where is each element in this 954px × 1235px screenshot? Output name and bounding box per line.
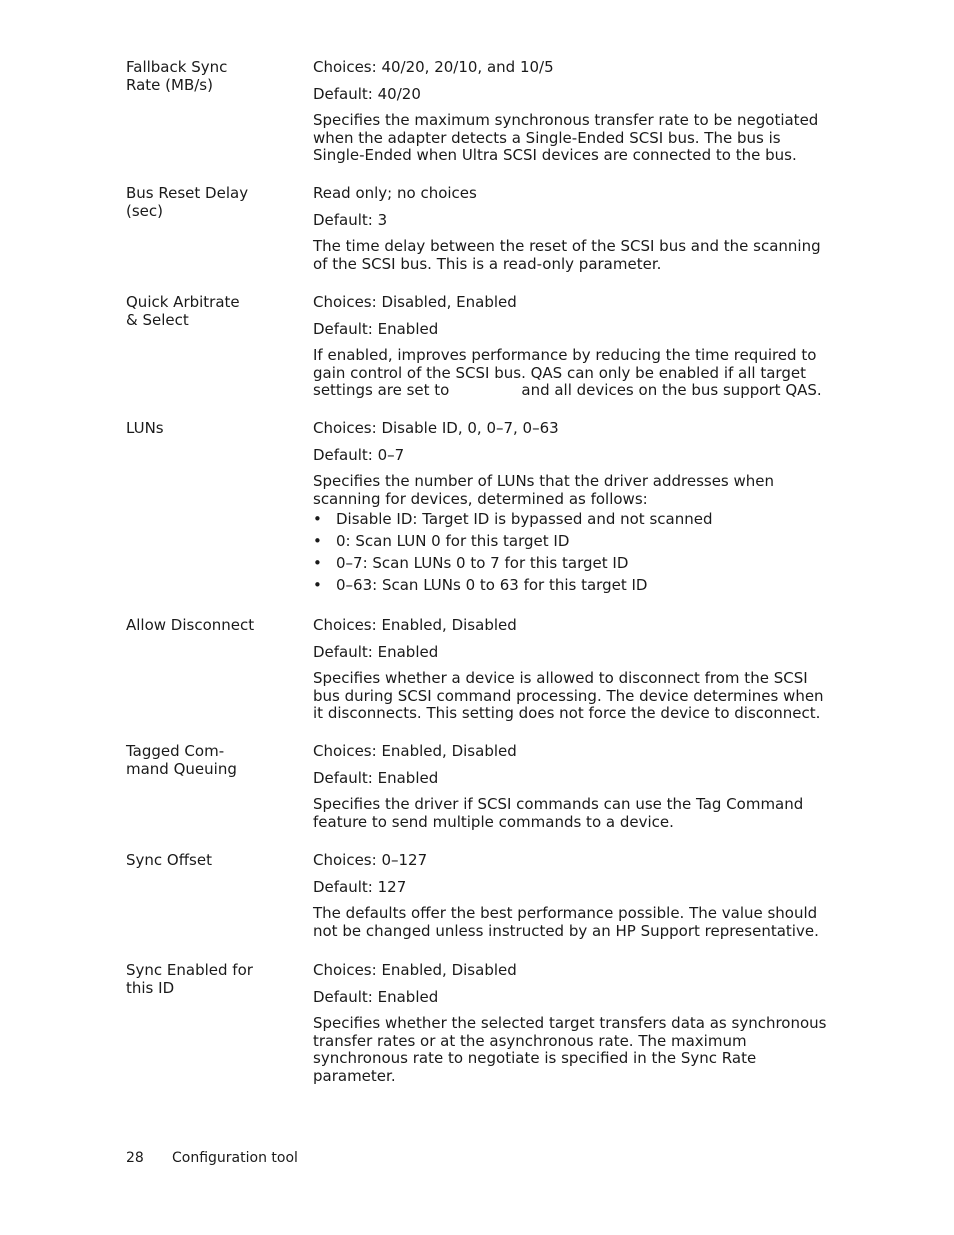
entry-default: Default: Enabled xyxy=(313,642,439,661)
entry-description-text: Specifies whether a device is allowed to disconnect from the SCSI bus during SCSI command processing. The device determines when it disconnects. This setting does not force the device to disconnect. xyxy=(313,669,824,722)
entry-description xyxy=(313,852,836,940)
entry-description xyxy=(313,59,836,165)
entry-choices: Choices: Disable ID, 0, 0–7, 0–63 xyxy=(313,419,559,437)
entry-description xyxy=(313,294,836,400)
entry-description xyxy=(313,743,836,831)
entry-choices: Choices: Enabled, Disabled xyxy=(313,961,517,979)
entry-term: Tagged Com- mand Queuing xyxy=(126,742,237,778)
entry-choices: Choices: Enabled, Disabled xyxy=(313,616,517,634)
entry-default: Default: Enabled xyxy=(313,768,439,787)
bullet-icon: • xyxy=(313,532,322,550)
entry-choices: Choices: 40/20, 20/10, and 10/5 xyxy=(313,58,554,76)
entry-default: Default: 40/20 xyxy=(313,84,421,103)
entry-description xyxy=(313,617,836,723)
entry-description xyxy=(313,962,836,1085)
list-item: • 0–7: Scan LUNs 0 to 7 for this target ID xyxy=(313,554,629,572)
bullet-icon: • xyxy=(313,576,322,594)
entry-default: Default: 3 xyxy=(313,210,388,229)
section-title: Configuration tool xyxy=(172,1150,298,1166)
entry-description-text: The defaults offer the best performance possible. The value should not be changed unless instructed by an HP Support representative. xyxy=(313,904,819,940)
bullet-icon: • xyxy=(313,554,322,572)
description-before-gap: If enabled, improves performance by reducing the time required to gain control of the SCSI bus. QAS can only be enabled if all target settings are set to xyxy=(313,346,817,399)
entry-description-text: The time delay between the reset of the SCSI bus and the scanning of the SCSI bus. This is a read-only parameter. xyxy=(313,237,821,273)
entry-default: Default: Enabled xyxy=(313,987,439,1006)
list-item: • 0: Scan LUN 0 for this target ID xyxy=(313,532,570,550)
page-number: 28 xyxy=(126,1150,144,1166)
entry-description-text: Specifies whether the selected target transfers data as synchronous transfer rates or at the asynchronous rate. The maximum synchronous rate to negotiate is specified in the Sync Rate parameter. xyxy=(313,1014,827,1085)
bullet-icon: • xyxy=(313,510,322,528)
entry-choices: Read only; no choices xyxy=(313,184,477,202)
entry-choices: Choices: Enabled, Disabled xyxy=(313,742,517,760)
entry-choices: Choices: Disabled, Enabled xyxy=(313,293,517,311)
bullet-list xyxy=(313,511,836,595)
entry-description-text: Specifies the maximum synchronous transfer rate to be negotiated when the adapter detects a Single-Ended SCSI bus. The bus is Single-Ended when Ultra SCSI devices are connected to the bus. xyxy=(313,111,819,164)
list-item: • 0–63: Scan LUNs 0 to 63 for this target ID xyxy=(313,576,648,594)
entry-description xyxy=(313,185,836,273)
entry-choices: Choices: 0–127 xyxy=(313,851,428,869)
entry-term: Sync Offset xyxy=(126,851,212,869)
entry-description-text xyxy=(313,347,836,400)
list-item: • Disable ID: Target ID is bypassed and not scanned xyxy=(313,510,713,528)
entry-default: Default: 0–7 xyxy=(313,445,405,464)
entry-default: Default: Enabled xyxy=(313,319,439,338)
page-footer xyxy=(126,1150,298,1168)
entry-description-text: Specifies the number of LUNs that the driver addresses when scanning for devices, determined as follows: xyxy=(313,472,775,508)
description-after-gap: and all devices on the bus support QAS. xyxy=(521,381,822,399)
entry-description-text: Specifies the driver if SCSI commands can use the Tag Command feature to send multiple commands to a device. xyxy=(313,795,804,831)
entry-default: Default: 127 xyxy=(313,877,407,896)
entry-term: Sync Enabled for this ID xyxy=(126,961,253,997)
entry-term: Fallback Sync Rate (MB/s) xyxy=(126,58,228,94)
entry-term: LUNs xyxy=(126,419,164,437)
entry-description xyxy=(313,420,836,599)
entry-term: Quick Arbitrate & Select xyxy=(126,293,240,329)
entry-term: Bus Reset Delay (sec) xyxy=(126,184,249,220)
entry-term: Allow Disconnect xyxy=(126,616,255,634)
